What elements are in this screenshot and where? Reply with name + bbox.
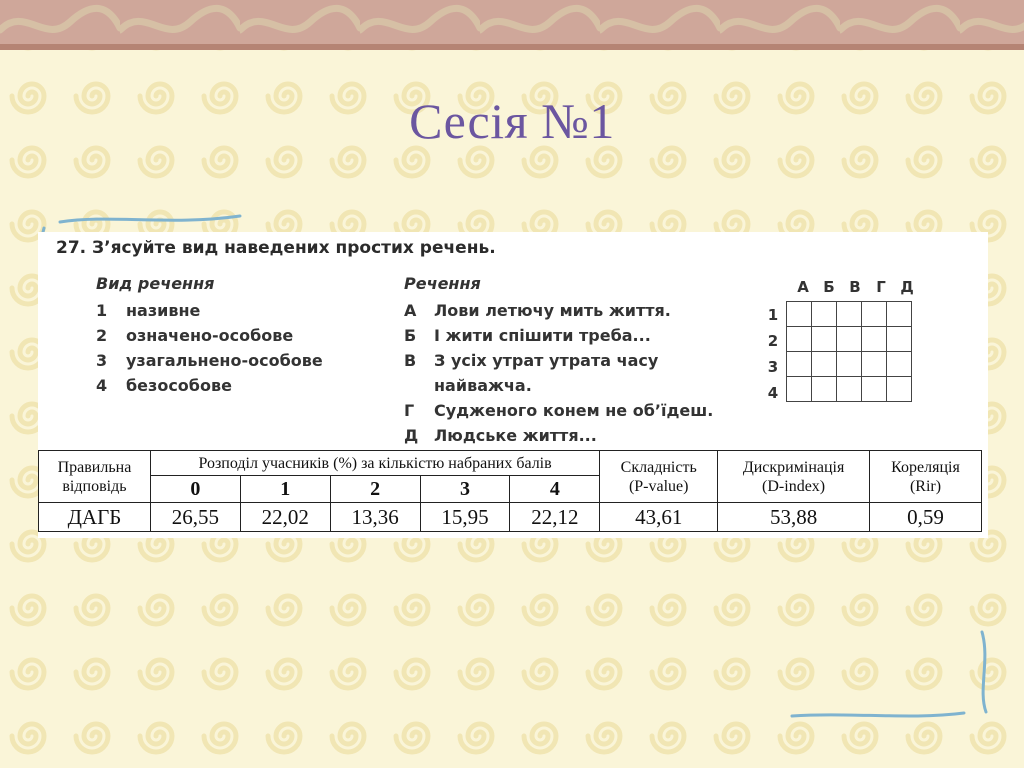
list-item: найважча. — [434, 376, 532, 395]
list-item: А Лови летючу мить життя. — [404, 301, 671, 320]
types-list — [96, 298, 376, 398]
sentences-list — [404, 298, 744, 448]
sentences-heading: Речення — [404, 274, 481, 293]
slide-title: Сесія №1 — [409, 93, 615, 149]
list-item: Г Судженого конем не об’їдеш. — [404, 401, 714, 420]
answer-grid-column-labels: А Б В Г Д — [797, 278, 914, 296]
list-item: 3 узагальнено-особове — [96, 351, 323, 370]
grid-cell — [862, 302, 887, 327]
grid-cell — [812, 377, 837, 402]
grid-cell — [812, 327, 837, 352]
grid-cell — [837, 302, 862, 327]
answer-grid-row-labels: 1 2 3 4 — [767, 306, 779, 402]
list-item: В З усіх утрат утрата часу — [404, 351, 659, 370]
grid-cell — [837, 377, 862, 402]
score-label: 3 — [420, 476, 510, 503]
discrimination-value: 53,88 — [718, 503, 870, 532]
grid-cell — [887, 352, 912, 377]
grid-cell — [812, 302, 837, 327]
statistics-table — [38, 450, 982, 532]
difficulty-header: Складність (P-value) — [600, 451, 718, 503]
distribution-value: 15,95 — [420, 503, 510, 532]
correct-answer-value: ДАГБ — [39, 503, 151, 532]
grid-cell — [887, 377, 912, 402]
grid-cell — [862, 327, 887, 352]
grid-cell — [787, 377, 812, 402]
difficulty-value: 43,61 — [600, 503, 718, 532]
list-item: 4 безособове — [96, 376, 232, 395]
distribution-header: Розподіл учасників (%) за кількістю набраних балів — [150, 451, 599, 476]
distribution-value: 26,55 — [150, 503, 240, 532]
score-label: 1 — [240, 476, 330, 503]
score-label: 4 — [510, 476, 600, 503]
grid-cell — [787, 302, 812, 327]
discrimination-header: Дискримінація (D-index) — [718, 451, 870, 503]
correlation-header: Кореляція (Rir) — [870, 451, 982, 503]
list-item: 2 означено-особове — [96, 326, 294, 345]
answer-grid — [786, 301, 912, 402]
list-item: Д Людське життя... — [404, 426, 597, 445]
grid-cell — [862, 352, 887, 377]
question-panel — [38, 232, 988, 538]
grid-cell — [862, 377, 887, 402]
grid-cell — [837, 327, 862, 352]
grid-cell — [787, 352, 812, 377]
distribution-value: 22,02 — [240, 503, 330, 532]
grid-cell — [887, 327, 912, 352]
question-header: 27. З’ясуйте вид наведених простих речень. — [56, 238, 496, 258]
score-label: 2 — [330, 476, 420, 503]
correct-answer-header: Правильна відповідь — [39, 451, 151, 503]
table-row — [39, 503, 982, 532]
grid-cell — [837, 352, 862, 377]
correlation-value: 0,59 — [870, 503, 982, 532]
grid-cell — [787, 327, 812, 352]
list-item: Б І жити спішити треба... — [404, 326, 651, 345]
grid-cell — [887, 302, 912, 327]
grid-cell — [812, 352, 837, 377]
score-label: 0 — [150, 476, 240, 503]
types-heading: Вид речення — [96, 274, 215, 293]
distribution-value: 13,36 — [330, 503, 420, 532]
list-item: 1 називне — [96, 301, 201, 320]
distribution-value: 22,12 — [510, 503, 600, 532]
